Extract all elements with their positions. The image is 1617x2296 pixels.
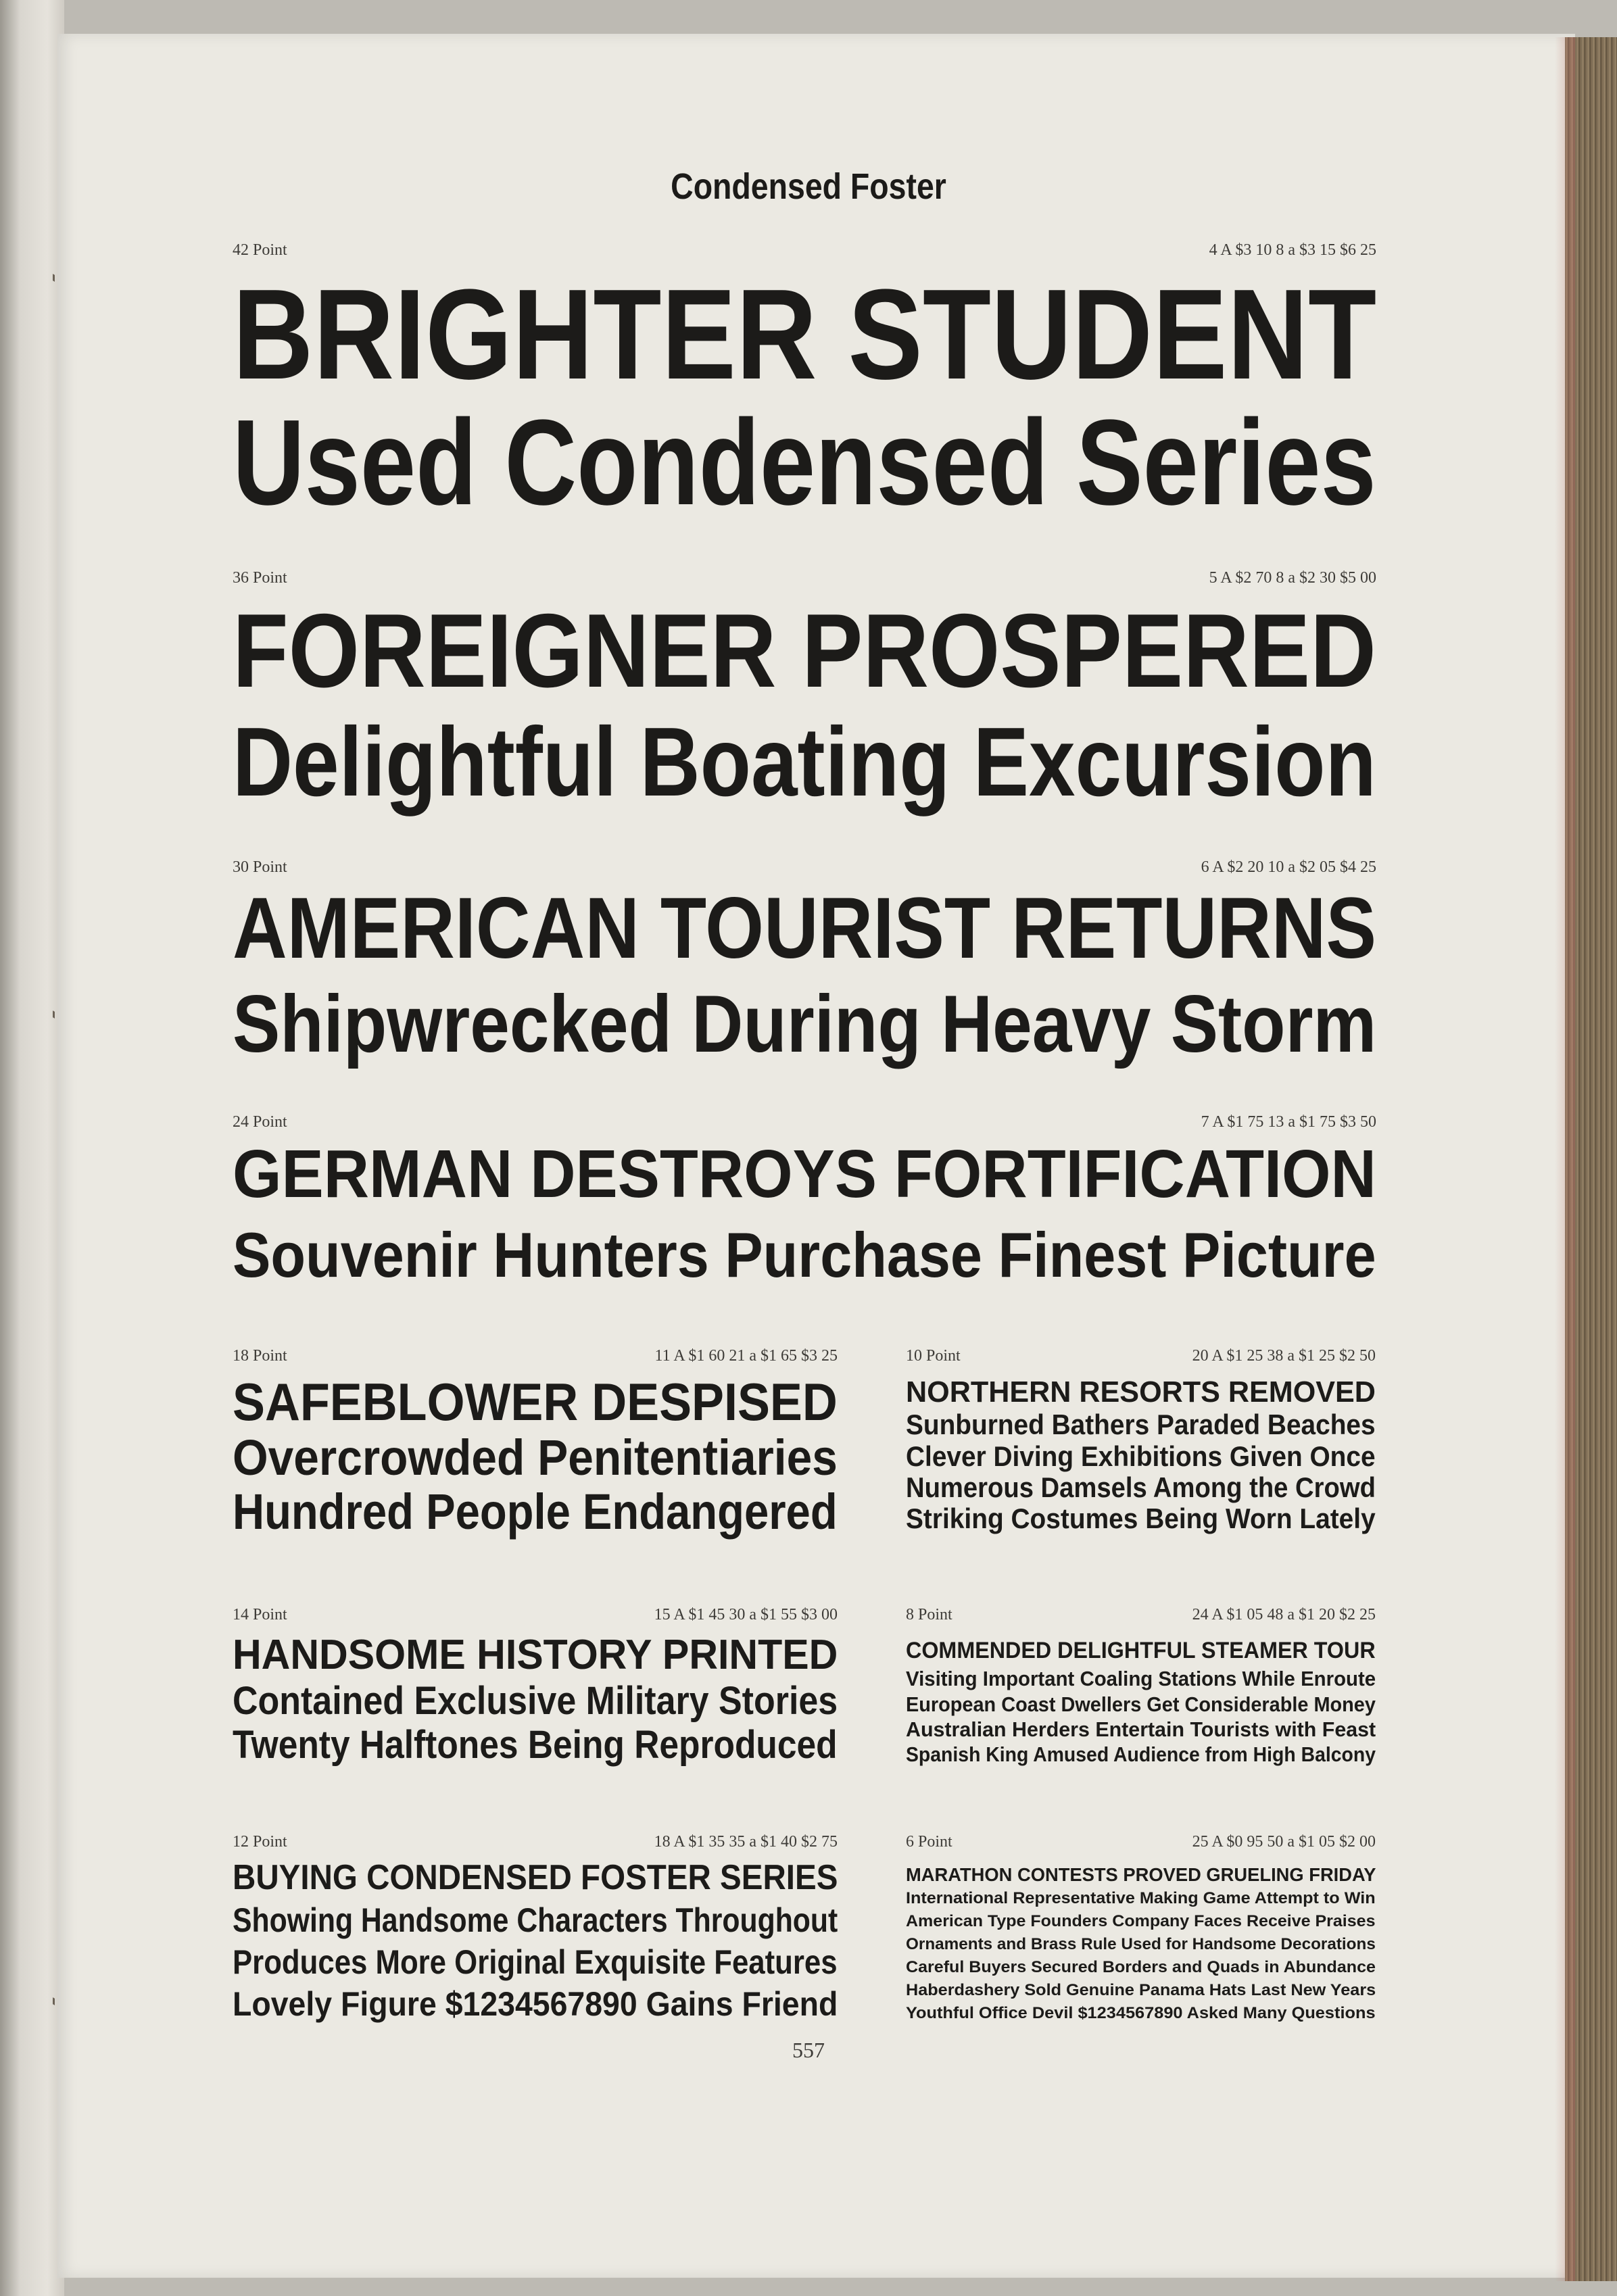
specimen-line: Careful Buyers Secured Borders and Quads in Abundance	[906, 1958, 1376, 1976]
specimen-line: Spanish King Amused Audience from High Balcony	[906, 1742, 1376, 1766]
price-label: 25 A $0 95 50 a $1 05 $2 00	[1192, 1833, 1376, 1851]
point-size-label: 36 Point	[233, 569, 287, 587]
specimen-meta-6	[906, 1833, 1376, 1860]
point-size-label: 42 Point	[233, 241, 287, 259]
specimen-line: FOREIGNER PROSPERED	[233, 592, 1376, 709]
specimen-line: BRIGHTER STUDENT	[233, 263, 1377, 406]
specimen-line: Australian Herders Entertain Tourists with Feast	[906, 1717, 1376, 1741]
specimen-line: American Type Founders Company Faces Receive Praises	[906, 1912, 1376, 1930]
price-label: 6 A $2 20 10 a $2 05 $4 25	[1201, 858, 1376, 876]
specimen-line: GERMAN DESTROYS FORTIFICATION	[233, 1136, 1376, 1212]
price-label: 11 A $1 60 21 a $1 65 $3 25	[654, 1347, 838, 1365]
specimen-line: Overcrowded Penitentiaries	[233, 1430, 838, 1486]
specimen-line: Striking Costumes Being Worn Lately	[906, 1503, 1376, 1534]
specimen-line: Ornaments and Brass Rule Used for Handsome Decorations	[906, 1935, 1376, 1953]
price-label: 7 A $1 75 13 a $1 75 $3 50	[1201, 1113, 1376, 1131]
point-size-label: 18 Point	[233, 1347, 287, 1365]
specimen-line: Youthful Office Devil $1234567890 Asked Many Questions	[906, 2004, 1376, 2022]
page-number: 557	[792, 2038, 825, 2062]
specimen-meta-18	[233, 1347, 838, 1374]
left-page-edge	[0, 0, 64, 2296]
specimen-line: HANDSOME HISTORY PRINTED	[233, 1632, 838, 1678]
price-label: 15 A $1 45 30 a $1 55 $3 00	[654, 1606, 838, 1623]
point-size-label: 24 Point	[233, 1113, 287, 1131]
specimen-line: Showing Handsome Characters Throughout	[233, 1901, 838, 1939]
point-size-label: 8 Point	[906, 1606, 952, 1623]
specimen-line: Haberdashery Sold Genuine Panama Hats Last New Years	[906, 1981, 1376, 1999]
specimen-line: International Representative Making Game Attempt to Win	[906, 1889, 1376, 1907]
specimen-line: SAFEBLOWER DESPISED	[233, 1372, 838, 1432]
specimen-line: Clever Diving Exhibitions Given Once	[906, 1440, 1376, 1472]
specimen-line: Souvenir Hunters Purchase Finest Picture	[233, 1219, 1376, 1290]
specimen-line: Twenty Halftones Being Reproduced	[233, 1723, 838, 1767]
specimen-line: Visiting Important Coaling Stations While Enroute	[906, 1667, 1376, 1690]
specimen-meta-8	[906, 1606, 1376, 1633]
point-size-label: 14 Point	[233, 1606, 287, 1623]
point-size-label: 6 Point	[906, 1833, 952, 1851]
specimen-line: COMMENDED DELIGHTFUL STEAMER TOUR	[906, 1638, 1376, 1663]
specimen-line: MARATHON CONTESTS PROVED GRUELING FRIDAY	[906, 1864, 1376, 1885]
price-label: 20 A $1 25 38 a $1 25 $2 50	[1192, 1347, 1376, 1365]
price-label: 4 A $3 10 8 a $3 15 $6 25	[1209, 241, 1376, 259]
price-label: 5 A $2 70 8 a $2 30 $5 00	[1209, 569, 1376, 587]
specimen-line: Hundred People Endangered	[233, 1484, 838, 1540]
price-label: 18 A $1 35 35 a $1 40 $2 75	[654, 1833, 838, 1851]
specimen-line: NORTHERN RESORTS REMOVED	[906, 1375, 1376, 1409]
page-title: Condensed Foster	[671, 166, 946, 207]
specimen-line: Delightful Boating Excursion	[233, 707, 1376, 816]
specimen-line: Numerous Damsels Among the Crowd	[906, 1471, 1376, 1503]
specimen-line: Shipwrecked During Heavy Storm	[233, 979, 1377, 1069]
book-edge-tint	[1555, 37, 1575, 2281]
specimen-line: Contained Exclusive Military Stories	[233, 1679, 838, 1723]
point-size-label: 30 Point	[233, 858, 287, 876]
specimen-line: Used Condensed Series	[233, 395, 1376, 531]
specimen-meta-12	[233, 1833, 838, 1860]
price-label: 24 A $1 05 48 a $1 20 $2 25	[1192, 1606, 1376, 1623]
specimen-line: European Coast Dwellers Get Considerable Money	[906, 1692, 1376, 1716]
specimen-meta-10	[906, 1347, 1376, 1374]
specimen-line: Sunburned Bathers Paraded Beaches	[906, 1409, 1376, 1440]
specimen-meta-14	[233, 1606, 838, 1633]
specimen-line: BUYING CONDENSED FOSTER SERIES	[233, 1858, 838, 1897]
specimen-line: AMERICAN TOURIST RETURNS	[233, 880, 1376, 977]
point-size-label: 10 Point	[906, 1347, 961, 1365]
specimen-line: Produces More Original Exquisite Features	[233, 1943, 838, 1981]
point-size-label: 12 Point	[233, 1833, 287, 1851]
specimen-line: Lovely Figure $1234567890 Gains Friend	[233, 1985, 838, 2023]
